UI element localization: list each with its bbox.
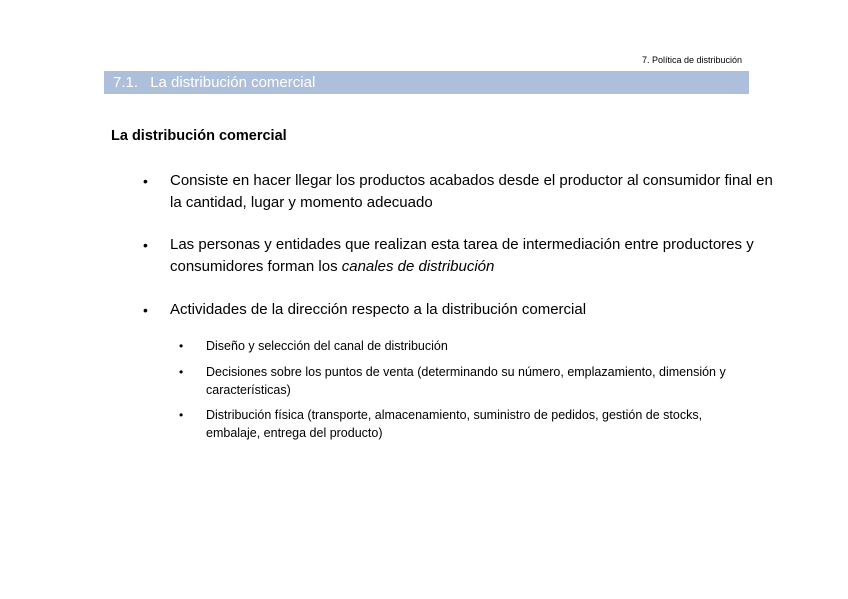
chapter-label: 7. Política de distribución (641, 55, 742, 65)
bullet-text-plain: Las personas y entidades que realizan esta tarea de intermediación entre productores y consumidores forman los (170, 236, 754, 275)
section-title-bar (104, 71, 749, 94)
sub-bullet-icon: • (179, 339, 184, 353)
bullet-icon: • (143, 302, 148, 318)
sub-bullet-text: Diseño y selección del canal de distribución (206, 339, 448, 353)
bullet-text: Consiste en hacer llegar los productos acabados desde el productor al consumidor final en la cantidad, lugar y momento adecuado (170, 172, 773, 211)
bullet-text-italic: canales de distribución (341, 258, 495, 275)
slide-heading: La distribución comercial (111, 128, 287, 144)
bullet-text: Actividades de la dirección respecto a la distribución comercial (170, 301, 587, 318)
bullet-icon: • (143, 173, 148, 189)
bullet-text (170, 234, 782, 278)
sub-bullet-icon: • (179, 365, 184, 379)
section-number: 7.1. (113, 74, 139, 91)
bullet-icon: • (143, 237, 148, 253)
sub-bullet-icon: • (179, 408, 184, 422)
sub-bullet-text: Decisiones sobre los puntos de venta (determinando su número, emplazamiento, dimensión y características) (206, 365, 726, 397)
sub-bullet-text: Distribución física (transporte, almacenamiento, suministro de pedidos, gestión de stocks, embalaje, entrega del producto) (206, 408, 703, 440)
section-title: La distribución comercial (150, 74, 316, 91)
